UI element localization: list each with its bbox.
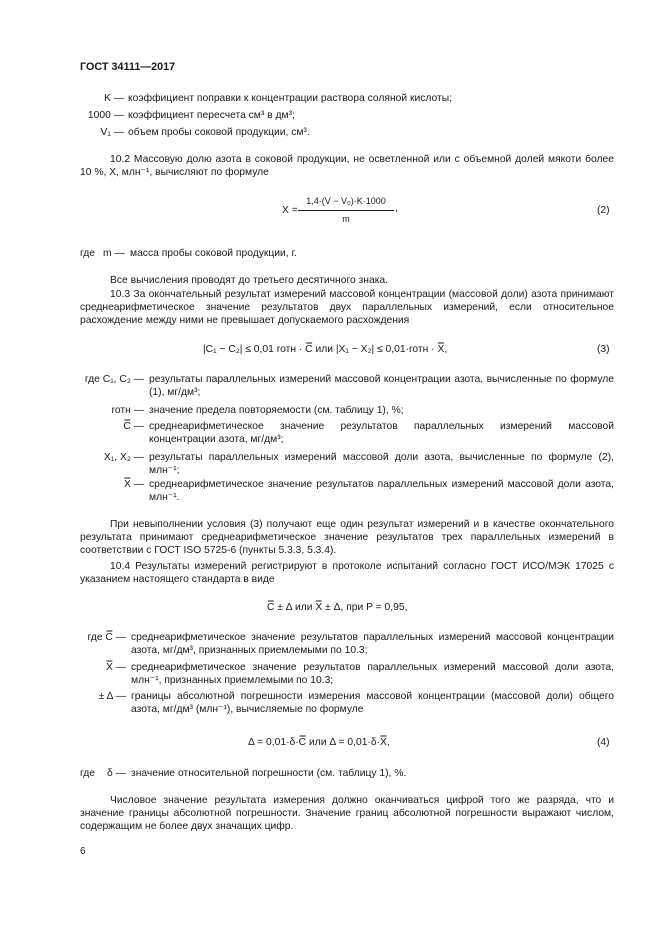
def-term: X̿ — [123,479,144,490]
def-term: 1000 — [87,110,124,121]
def-text: коэффициент поправки к концентрации раствора соляной кислоты; [128,93,452,104]
def-text: результаты параллельных измерений массовой доли азота, вычисленные по формуле (2), млн⁻¹; [149,452,614,476]
formula-3: |C₁ − C₂| ≤ 0,01 rотн · C̿ или |X₁ − X₂| ≤ 0,01·rотн · X̿, [203,344,448,355]
formula-2-lhs: X = [282,205,298,216]
def-term: X₁, X₂ — [103,452,144,463]
def-term: C̿ — [123,421,144,432]
def-text: коэффициент пересчета см³ в дм³; [128,110,295,121]
def-term: V₁ — [100,127,124,138]
fraction-bar [298,210,394,211]
where-lead: где [80,768,96,779]
where-text: масса пробы соковой продукции, г. [130,248,297,259]
formula-2-denominator: m [342,214,350,224]
where-term: δ — [107,768,126,779]
def-term: где C₁, C₂ — [84,374,144,385]
paragraph-10-4: 10.4 Результаты измерений регистрируют в протоколе испытаний согласно ГОСТ ИСО/МЭК 17025 с указанием настоящего стандарта в виде [80,561,614,585]
def-term: ± Δ — [98,691,126,702]
def-text: границы абсолютной погрешности измерения массовой концентрации (массовой доли) общего азота, мг/дм³ (млн⁻¹), вычисляемые по формуле [131,691,614,715]
def-text: среднеарифметическое значение результатов параллельных измерений массовой концентрации азота, мг/дм³, признанных приемлемыми по 10.3; [131,632,614,656]
formula-4-number: (4) [597,737,610,748]
def-text: среднеарифметическое значение результатов параллельных измерений массовой доли азота, млн⁻¹. [149,479,614,503]
paragraph-10-3: 10.3 За окончательный результат измерений массовой концентрации (массовой доли) азота принимают среднеарифметическое значение результатов двух параллельных измерений, если относительное расхождение между ними не превышает допускаемого расхождения [80,289,614,326]
page-number: 6 [80,846,86,857]
def-text: среднеарифметическое значение результатов параллельных измерений массовой доли азота, млн⁻¹, признанных приемлемыми по 10.3; [131,662,614,686]
standard-header: ГОСТ 34111—2017 [80,61,176,73]
def-text: значение предела повторяемости (см. таблицу 1), %; [149,405,404,416]
where-term: m — [103,248,125,259]
def-term: K — [103,93,124,104]
paragraph-precision: Все вычисления проводят до третьего десятичного знака. [110,275,389,286]
result-form-formula: C̿ ± Δ или X̿ ± Δ, при P = 0,95, [267,602,408,613]
formula-3-number: (3) [597,344,610,355]
def-term: rотн — [111,405,144,416]
paragraph-fail-condition: При невыполнении условия (3) получают еще один результат измерений и в качестве окончательного результата принимают среднеарифметическое значение результатов трех параллельных измерений в соответствии с ГОСТ ISO 5725-6 (пункты 5.3.3, 5.3.4). [80,519,614,556]
formula-2-trail: , [395,203,398,214]
def-text: результаты параллельных измерений массовой концентрации азота, вычисленные по формуле (1), мг/дм³; [149,374,614,398]
def-text: объем пробы соковой продукции, см³. [128,127,310,138]
where-text: значение относительной погрешности (см. таблицу 1), %. [131,768,407,779]
paragraph-rounding: Числовое значение результата измерения должно оканчиваться цифрой того же разряда, что и значение границы абсолютной погрешности. Значение границ абсолютной погрешности выражают числом, содержащим не более двух значащих цифр. [80,795,614,832]
formula-4: Δ = 0,01·δ·C̿ или Δ = 0,01·δ·X̿, [248,737,390,748]
where-lead: где [80,248,96,259]
formula-2-number: (2) [597,205,610,216]
def-term: где C̿ — [87,632,126,643]
def-term: X̿ — [105,662,126,673]
formula-2-numerator: 1,4·(V − V₀)·K·1000 [306,196,386,206]
def-text: среднеарифметическое значение результатов параллельных измерений массовой концентрации азота, мг/дм³; [149,421,614,445]
paragraph-10-2: 10.2 Массовую долю азота в соковой продукции, не осветленной или с объемной долей мякоти более 10 %, X, млн⁻¹, вычисляют по формуле [80,154,614,178]
